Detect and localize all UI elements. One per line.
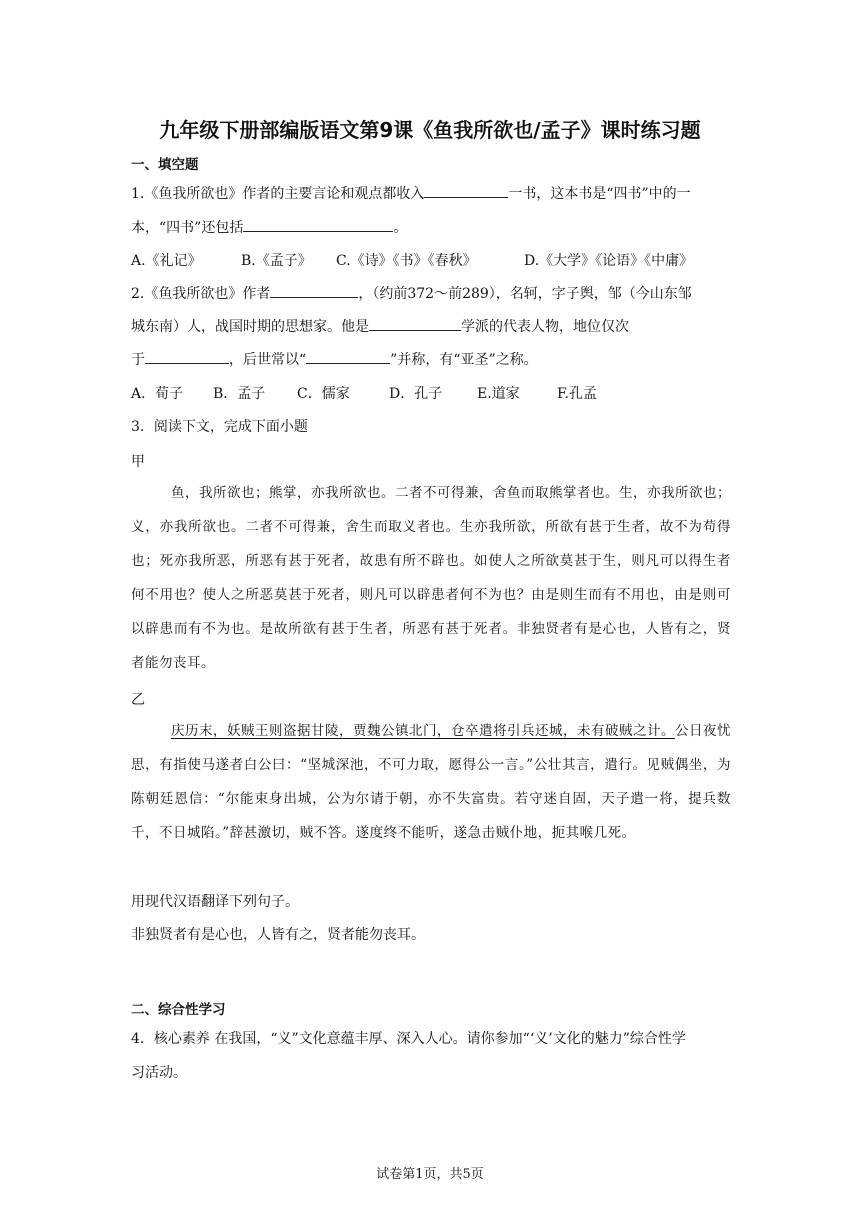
question-2-text-f: ，后世常以“ (229, 352, 307, 368)
passage-jia-text: 鱼，我所欲也；熊掌，亦我所欲也。二者不可得兼，舍鱼而取熊掌者也。生，亦我所欲也；义，亦我所欲也。二者不可得兼，舍生而取义者也。生亦我所欲，所欲有甚于生者，故不为苟得也；死亦我所恶，所恶有甚于死者，故患有所不辟也。如使人之所欲莫甚于生，则凡可以得生者何不用也？使人之所恶莫甚于死者，则凡可以辟患者何不为也？由是则生而有不用也，由是则可以辟患而有不为也。是故所欲有甚于生者，所恶有甚于死者。非独贤者有是心也，人皆有之，贤者能勿丧耳。 (131, 485, 731, 671)
q2-option-b: B．孟子 (213, 386, 266, 402)
q2-option-a: A．荀子 (131, 386, 184, 402)
q2-option-e: E.道家 (477, 386, 520, 402)
question-2-line-2 (131, 316, 629, 336)
q2-option-d: D．孔子 (389, 386, 443, 402)
page-title: 九年级下册部编版语文第9课《鱼我所欲也/孟子》课时练习题 (159, 118, 701, 142)
section-heading-comprehensive: 二、综合性学习 (131, 1002, 226, 1018)
answer-blank-1[interactable] (424, 184, 508, 198)
question-4-line-1: 4．核心素养 在我国，“义”文化意蕴丰厚、深入人心。请你参加“‘义’文化的魅力”综合性学 (131, 1031, 686, 1047)
question-2-text-e: 于 (131, 352, 145, 368)
answer-blank-6[interactable] (306, 350, 390, 364)
question-2-line-3 (131, 349, 538, 369)
question-2-text-c: 城东南）人，战国时期的思想家。他是 (131, 319, 369, 335)
page-footer: 试卷第1页，共5页 (376, 1167, 484, 1182)
answer-blank-2[interactable] (243, 218, 393, 232)
q1-option-a: A.《礼记》 (131, 253, 202, 269)
section-heading-fill-blank: 一、填空题 (131, 157, 199, 173)
question-4-line-2: 习活动。 (131, 1065, 187, 1081)
q1-option-b: B.《孟子》 (241, 253, 312, 269)
question-1-options (131, 250, 693, 270)
question-2-text-b: ，（约前372～前289），名轲，字子舆，邹（今山东邹 (358, 286, 692, 302)
question-2-options (131, 383, 597, 403)
passage-yi (131, 714, 731, 850)
passage-jia-label: 甲 (131, 454, 145, 470)
question-2-text-a: 2.《鱼我所欲也》作者 (131, 286, 271, 302)
question-3-intro: 3．阅读下文，完成下面小题 (131, 419, 308, 435)
translate-prompt: 用现代汉语翻译下列句子。 (131, 894, 299, 910)
question-1-text-d: 。 (393, 220, 408, 236)
question-2-line-1 (131, 283, 692, 303)
question-1-text-c: 本，“四书”还包括 (131, 220, 244, 236)
answer-blank-3[interactable] (270, 284, 358, 298)
question-1-text-b: 一书，这本书是“四书”中的一 (508, 186, 691, 202)
passage-yi-text: 公日夜忧思，有指使马遂者白公曰：“坚城深池，不可力取，愿得公一言。”公壮其言，遣行。见贼偶坐，为陈朝廷恩信：“尔能束身出城，公为尔请于朝，亦不失富贵。若守迷自固，天子遣一将，提兵数千，不日城陷。”辞甚激切，贼不答。遂度终不能听，遂急击贼仆地，扼其喉几死。 (131, 723, 731, 841)
q2-option-c: C．儒家 (297, 386, 350, 402)
passage-jia (131, 476, 731, 680)
passage-yi-underlined-sentence: 庆历末，妖贼王则盗据甘陵，贾魏公镇北门，仓卒遣将引兵还城，未有破贼之计。 (171, 723, 675, 739)
answer-blank-5[interactable] (145, 350, 229, 364)
question-1-line-2 (131, 217, 407, 237)
q2-option-f: F.孔孟 (557, 386, 597, 402)
translate-sentence: 非独贤者有是心也，人皆有之，贤者能勿丧耳。 (131, 927, 425, 943)
question-2-text-g: ”并称，有“亚圣”之称。 (390, 352, 538, 368)
q1-option-d: D.《大学》《论语》《中庸》 (524, 253, 694, 269)
q1-option-c: C.《诗》《书》《春秋》 (336, 253, 477, 269)
question-2-text-d: 学派的代表人物，地位仅次 (461, 319, 629, 335)
question-1-text-a: 1.《鱼我所欲也》作者的主要言论和观点都收入 (131, 186, 425, 202)
passage-yi-label: 乙 (131, 692, 145, 708)
question-1-line-1 (131, 183, 691, 203)
answer-blank-4[interactable] (369, 317, 461, 331)
